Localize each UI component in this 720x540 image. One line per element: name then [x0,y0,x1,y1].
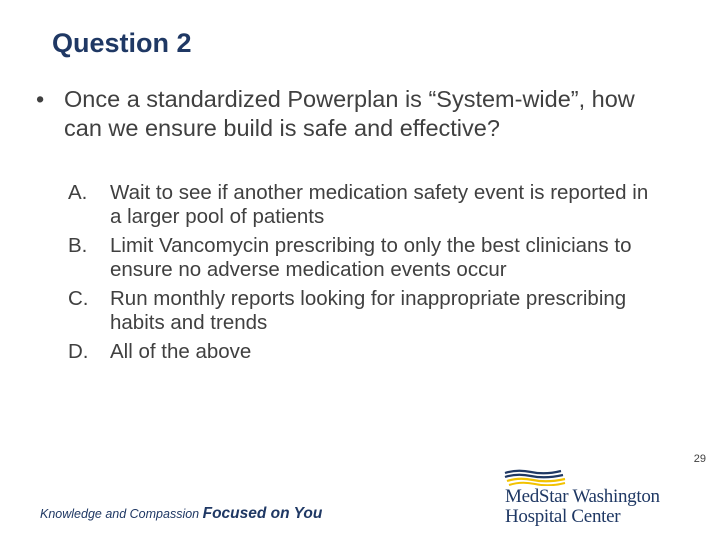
bullet-marker: • [36,86,45,112]
tagline-light-text: Knowledge and Compassion [40,507,203,521]
option-text: Wait to see if another medication safety event is reported in a larger pool of patients [110,181,649,228]
answer-option-c [68,287,658,335]
option-letter: D. [68,340,89,363]
slide-title: Question 2 [52,28,192,58]
option-letter: B. [68,234,88,257]
option-text: All of the above [110,340,252,363]
option-text: Limit Vancomycin prescribing to only the best clinicians to ensure no adverse medication events occur [110,234,632,281]
option-letter: C. [68,287,89,310]
page-number: 29 [693,453,706,465]
option-text: Run monthly reports looking for inappropriate prescribing habits and trends [110,287,627,334]
answer-option-d [68,340,658,364]
question-text: Once a standardized Powerplan is “System-wide”, how can we ensure build is safe and effective? [64,86,635,141]
answer-option-a [68,181,658,229]
option-letter: A. [68,181,88,204]
answer-option-b [68,234,658,282]
footer-tagline [40,505,322,523]
answer-options-list [68,181,658,369]
logo-text-line1: MedStar Washington [505,486,660,507]
medstar-wave-icon [503,468,567,486]
question-bullet-item [36,85,636,143]
tagline-bold-text: Focused on You [202,505,323,522]
logo-text-line2: Hospital Center [505,506,621,527]
medstar-logo [503,466,703,526]
